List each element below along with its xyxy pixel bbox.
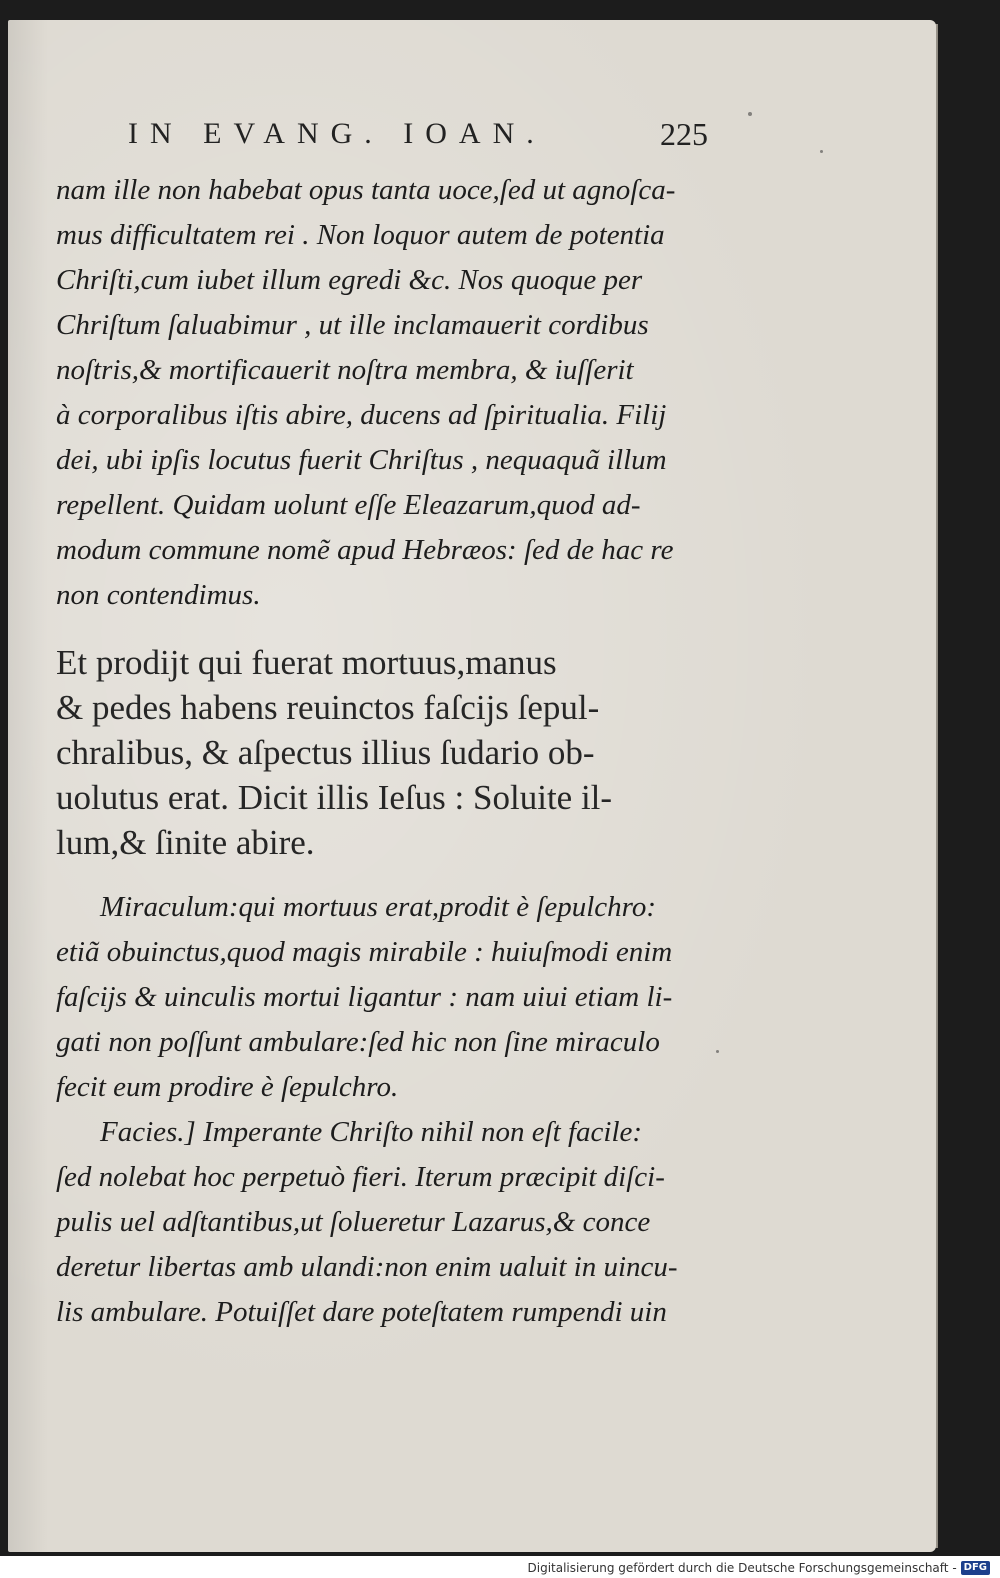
- text-line: etiã obuinctus,quod magis mirabile : huiuſmodi enim: [56, 936, 673, 968]
- text-line: Chriſti,cum iubet illum egredi &c. Nos quoque per: [56, 264, 643, 296]
- page-number: 225: [660, 116, 708, 152]
- text-block: [56, 168, 726, 1335]
- text-line: à corporalibus iſtis abire, ducens ad ſpiritualia. Filij: [56, 399, 667, 431]
- paper-speck: [820, 150, 823, 153]
- text-line: Facies.] Imperante Chriſto nihil non eſt facile:: [100, 1116, 643, 1148]
- scripture-lemma: [56, 640, 726, 865]
- page-header: [128, 112, 708, 156]
- text-line: nam ille non habebat opus tanta uoce,ſed ut agnoſca-: [56, 174, 676, 206]
- paper-speck: [748, 112, 752, 116]
- text-line: pulis uel adſtantibus,ut ſolueretur Lazarus,& conce: [56, 1206, 651, 1238]
- text-line: lis ambulare. Potuiſſet dare poteſtatem rumpendi uin: [56, 1296, 667, 1328]
- text-line: ſed nolebat hoc perpetuò fieri. Iterum præcipit diſci-: [56, 1161, 665, 1193]
- text-line: Miraculum:qui mortuus erat,prodit è ſepulchro:: [100, 891, 657, 923]
- credit-text: Digitalisierung gefördert durch die Deutsche Forschungsgemeinschaft -: [527, 1561, 957, 1575]
- text-line: modum commune nomẽ apud Hebræos: ſed de hac re: [56, 534, 674, 566]
- commentary-paragraph: [56, 168, 726, 618]
- commentary-paragraph: [56, 1110, 726, 1335]
- text-line: repellent. Quidam uolunt eſſe Eleazarum,quod ad-: [56, 489, 641, 521]
- running-head: IN EVANG. IOAN.: [128, 117, 546, 150]
- text-line: mus difficultatem rei . Non loquor autem de potentia: [56, 219, 665, 251]
- text-line: Chriſtum ſaluabimur , ut ille inclamauerit cordibus: [56, 309, 649, 341]
- lemma-line: lum,& ſinite abire.: [56, 823, 315, 862]
- dfg-logo: DFG: [961, 1561, 990, 1575]
- text-line: fecit eum prodire è ſepulchro.: [56, 1071, 399, 1103]
- digitization-credit: [528, 1561, 991, 1575]
- text-line: noſtris,& mortificauerit noſtra membra, & iuſſerit: [56, 354, 634, 386]
- lemma-line: uolutus erat. Dicit illis Ieſus : Soluite il-: [56, 778, 613, 817]
- text-line: gati non poſſunt ambulare:ſed hic non ſine miraculo: [56, 1026, 660, 1058]
- text-line: dei, ubi ipſis locutus fuerit Chriſtus , nequaquã illum: [56, 444, 667, 476]
- text-line: faſcijs & uinculis mortui ligantur : nam uiui etiam li-: [56, 981, 673, 1013]
- lemma-line: Et prodijt qui fuerat mortuus,manus: [56, 643, 557, 682]
- lemma-line: & pedes habens reuinctos faſcijs ſepul-: [56, 688, 600, 727]
- lemma-line: chralibus, & aſpectus illius ſudario ob-: [56, 733, 595, 772]
- commentary-paragraph: [56, 885, 726, 1110]
- text-line: non contendimus.: [56, 579, 261, 611]
- text-line: deretur libertas amb ulandi:non enim ualuit in uincu-: [56, 1251, 678, 1283]
